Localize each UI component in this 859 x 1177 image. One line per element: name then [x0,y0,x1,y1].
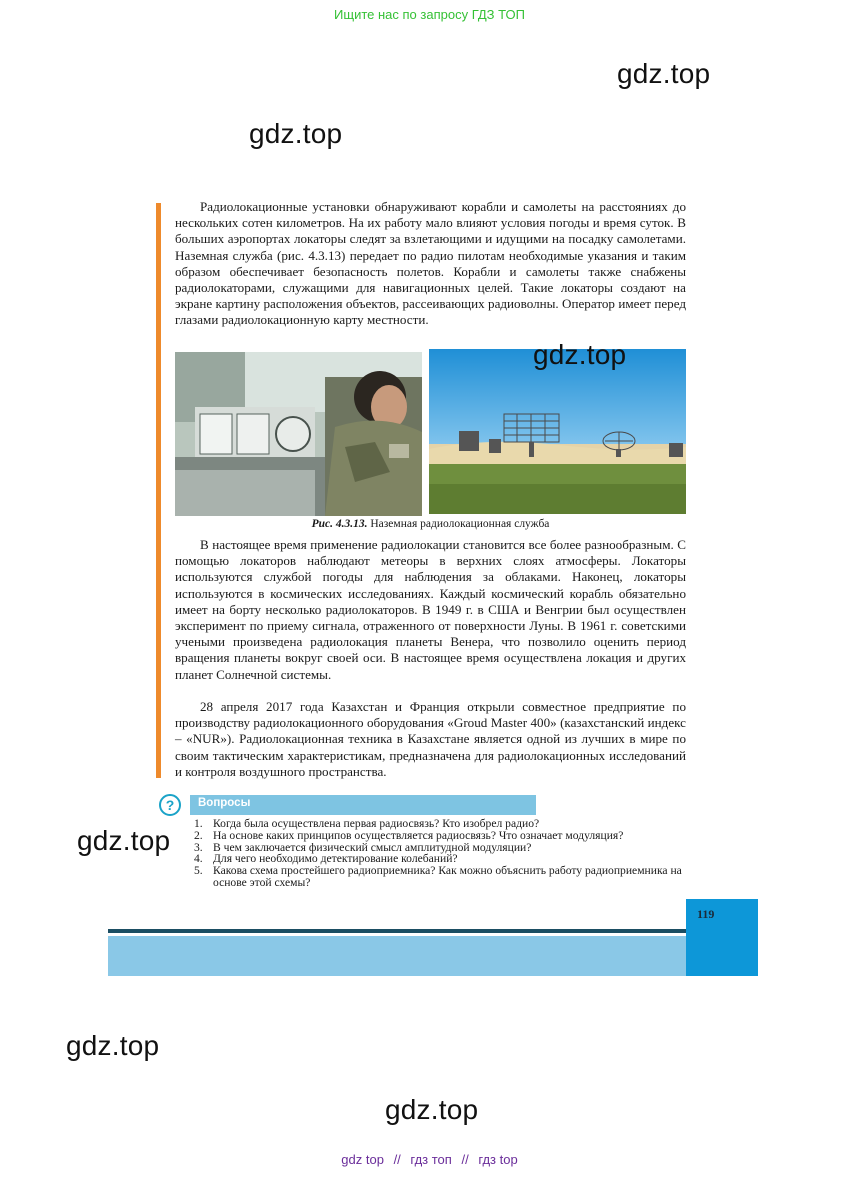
footer-rule [108,929,686,933]
question-text: В чем заключается физический смысл амплитудной модуляции? [213,840,532,854]
question-mark-icon: ? [159,794,181,816]
list-item [194,865,689,889]
watermark: gdz.top [533,339,627,370]
bottom-link[interactable]: гдз топ [410,1152,452,1167]
question-number: 1. [194,817,203,830]
top-banner[interactable]: Ищите нас по запросу ГДЗ ТОП [334,7,525,22]
question-text: На основе каких принципов осуществляется радиосвязь? Что означает модуляция? [213,828,624,842]
question-number: 5. [194,864,203,878]
figure-caption [175,518,686,530]
question-text: Какова схема простейшего радиоприемника? Как можно объяснить работу радиоприемника на основе этой схемы? [213,864,682,889]
paragraph-2: В настоящее время применение радиолокации становится все более разнообразным. С помощью локаторов наблюдают метеоры в верхних слоях атмосферы. Локаторы используются службой погоды для наблюдения за облаками. Наконец, локаторы используются в космических исследованиях. Каждый космический корабль обязательно имеет на борту несколько радиолокаторов. В 1949 г. в США и Венгрии был осуществлен эксперимент по приему сигнала, отраженного от поверхности Луны. В 1961 г. советскими учеными произведена радиолокация планеты Венера, что позволило оценить период вращения планеты вокруг своей оси. В настоящее время осуществлена локация и других планет Солнечной системы. [175,537,686,682]
questions-title: Вопросы [198,797,251,809]
section-marker-bar [156,203,161,778]
watermark: gdz.top [617,58,711,89]
question-number: 4. [194,852,203,866]
link-separator: // [393,1152,401,1167]
paragraph-3: 28 апреля 2017 года Казахстан и Франция открыли совместное предприятие по производству радиолокационного оборудования «Groud Master 400» (казахстанский индекс – «NUR»). Радиолокационная техника в Казахстане является одной из лучших в мире по своим тактическим характеристикам, предназначена для радиолокационных исследований и контроля воздушного пространства. [175,699,686,779]
link-separator: // [461,1152,469,1167]
watermark: gdz.top [249,118,343,149]
paragraph-1: Радиолокационные установки обнаруживают корабли и самолеты на расстояниях до нескольких сотен километров. На их работу мало влияют условия погоды и время суток. В больших аэропортах локаторы следят за взлетающими и идущими на посадку самолетами. Наземная служба (рис. 4.3.13) передает по радио пилотам необходимые указания и таким образом обеспечивает безопасность полетов. Корабли и самолеты также снабжены радиолокаторами, служащими для навигационных целей. Такие локаторы создают на экране картину расположения объектов, рассеивающих радиоволны. Оператор имеет перед глазами радиолокационную карту местности. [175,199,686,328]
question-text: Когда была осуществлена первая радиосвязь? Кто изобрел радио? [213,817,540,830]
watermark: gdz.top [77,825,171,856]
question-number: 2. [194,828,203,842]
bottom-link[interactable]: гдз top [478,1152,518,1167]
figure-label: Рис. 4.3.13. [311,518,368,530]
photo-radar-operator [175,352,422,516]
page-number: 119 [697,907,715,921]
figure-caption-text: Наземная радиолокационная служба [367,518,550,530]
bottom-links [0,1152,859,1167]
list-item [194,830,689,842]
photo-radar-antennas [429,349,686,514]
footer-band [108,936,686,976]
question-text: Для чего необходимо детектирование колебаний? [213,852,458,866]
watermark: gdz.top [66,1030,160,1061]
bottom-link[interactable]: gdz top [341,1152,384,1167]
question-number: 3. [194,840,203,854]
watermark: gdz.top [385,1094,479,1125]
questions-list [194,818,689,889]
